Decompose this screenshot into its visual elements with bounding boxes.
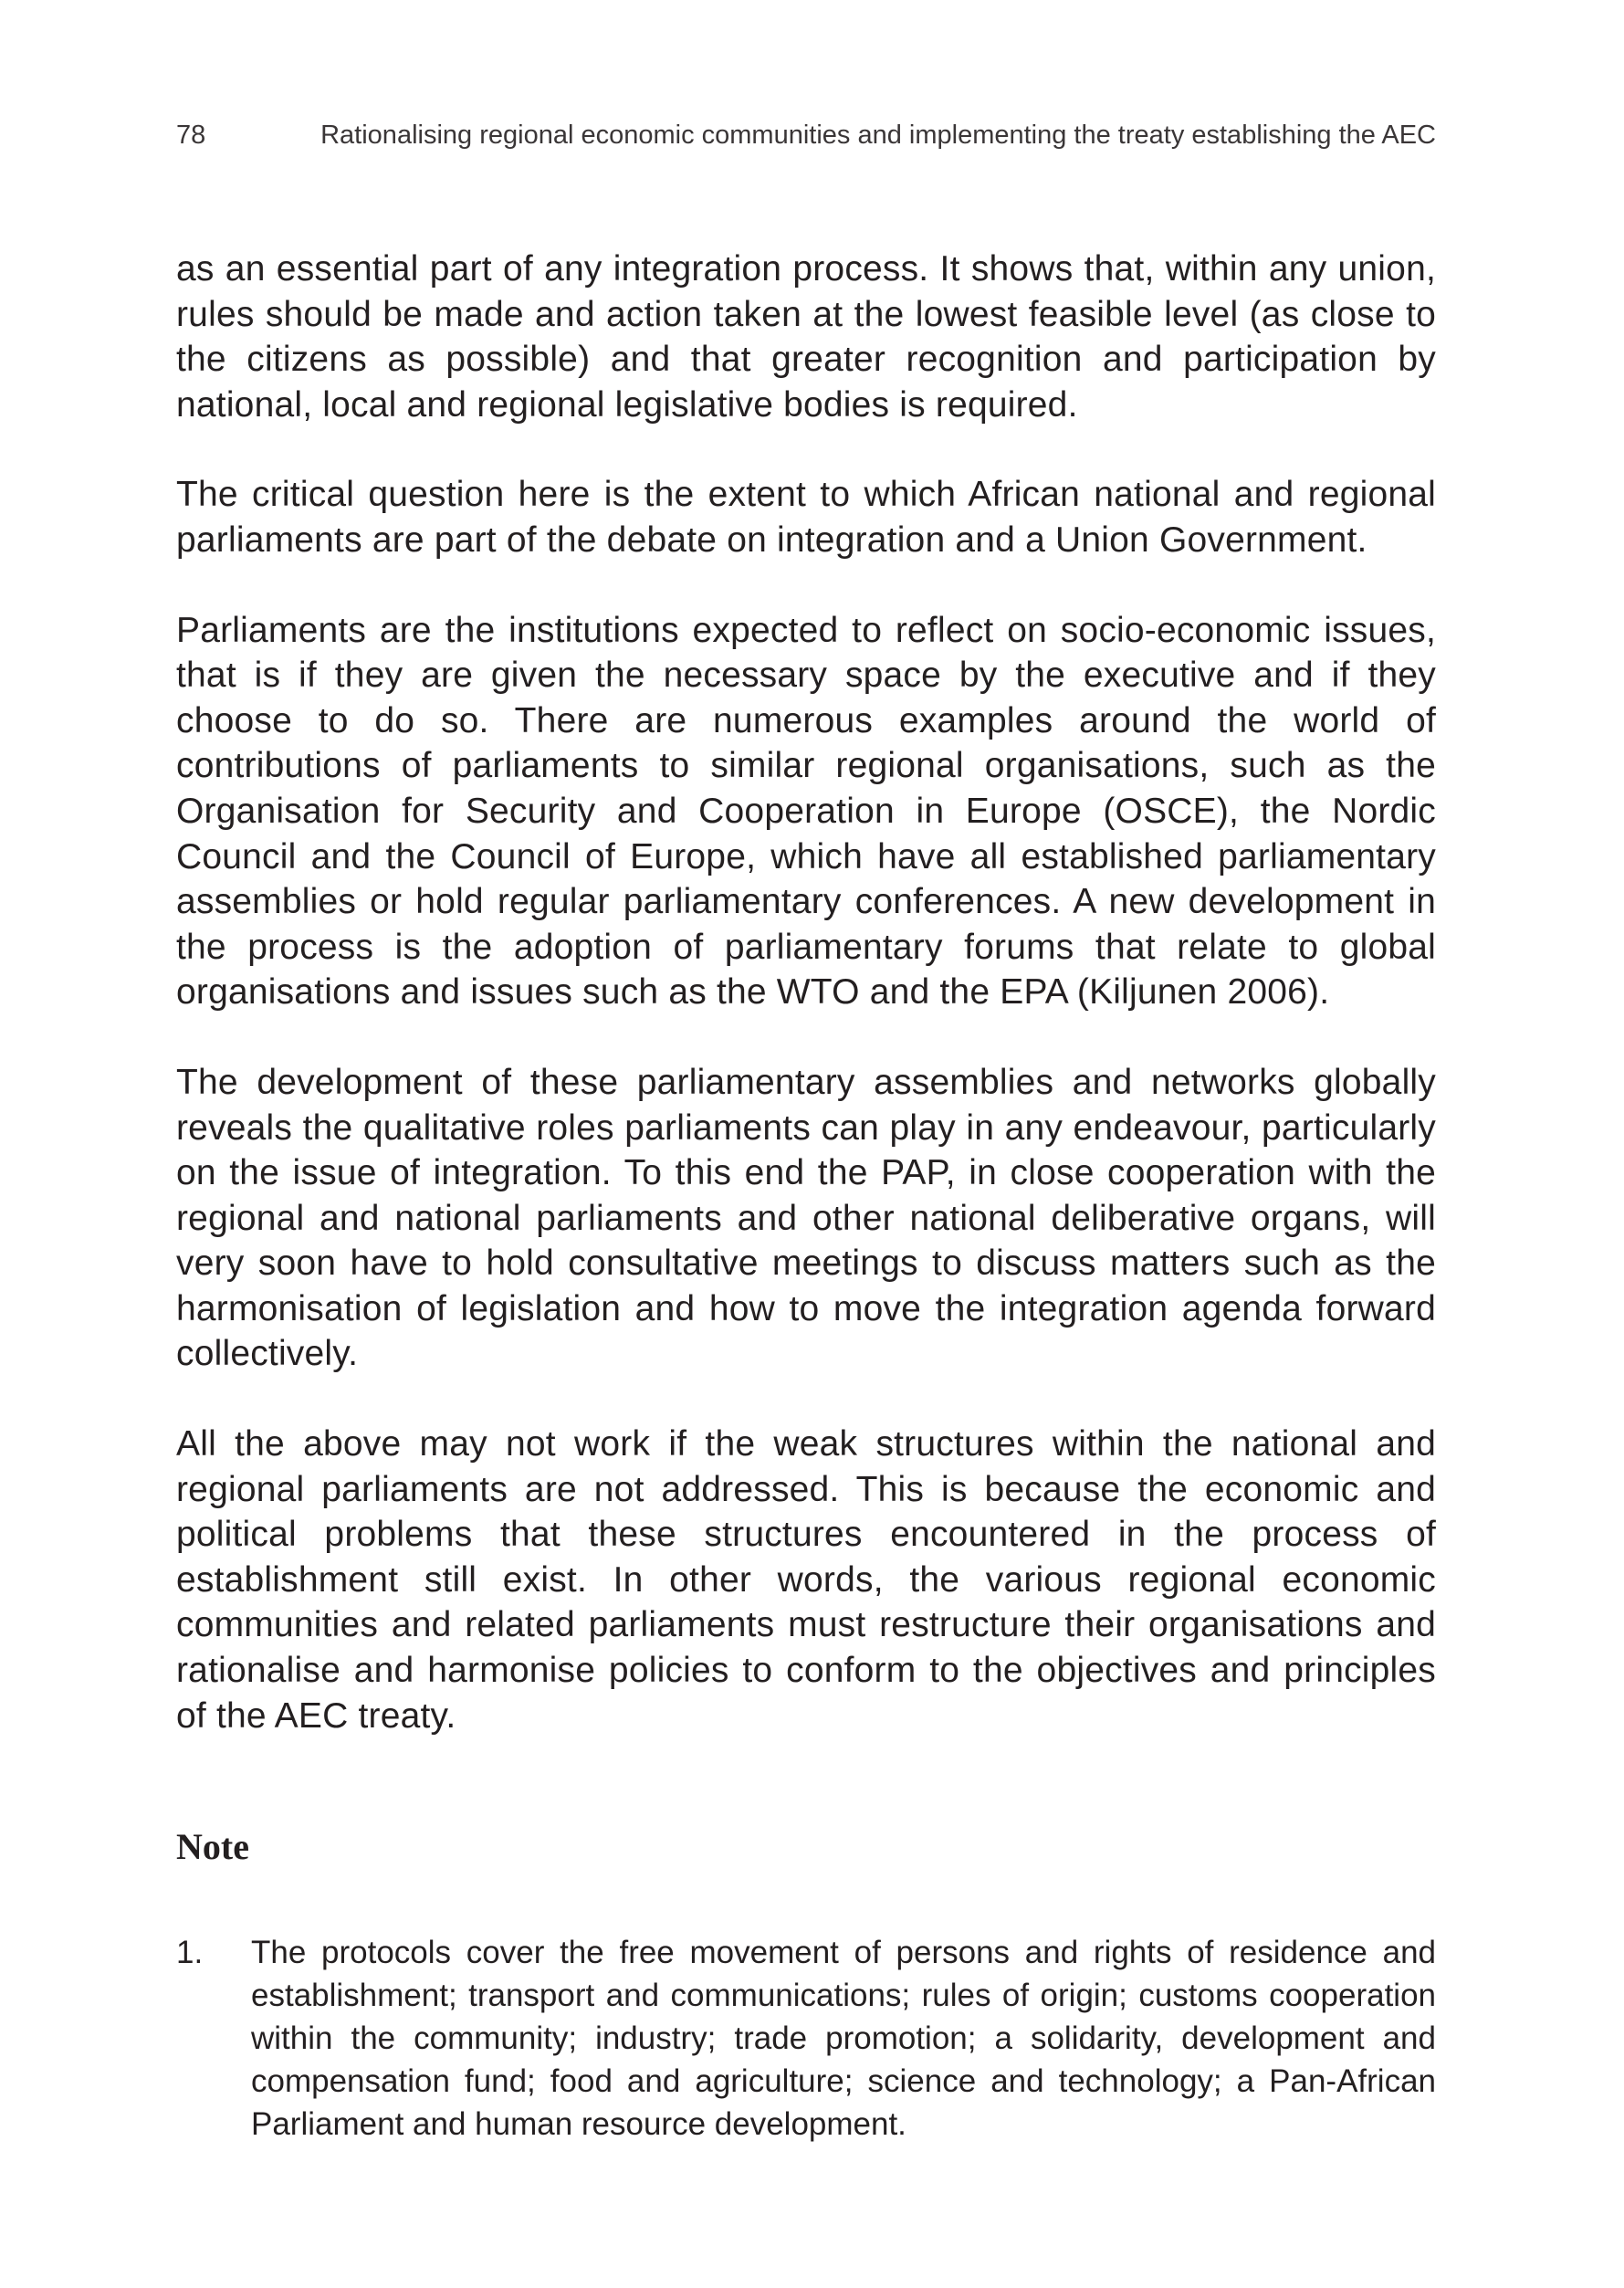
paragraph: The development of these parliamentary assemblies and networks globally reveals the qualitative roles parliaments can play in any endeavour, particularly on the issue of integration. To this end the PAP, in close cooperation with the regional and national parliaments and other national deliberative organs, will very soon have to hold consultative meetings to discuss matters such as the harmonisation of legislation and how to move the integration agenda forward collectively. — [176, 1062, 1436, 1374]
note-heading: Note — [176, 1826, 249, 1867]
paragraph: Parliaments are the institutions expected to reflect on socio-economic issues, that is if they are given the necessary space by the executive and if they choose to do so. There are numerous examples around the world of contributions of parliaments to similar regional organisations, such as the Organisation for Security and Cooperation in Europe (OSCE), the Nordic Council and the Council of Europe, which have all established parliamentary assemblies or hold regular parliamentary conferences. A new development in the process is the adoption of parliamentary forums that relate to global organisations and issues such as the WTO and the EPA (Kiljunen 2006). — [176, 610, 1436, 1013]
notes-list — [176, 1931, 1436, 2146]
paragraph: All the above may not work if the weak structures within the national and regional parliaments are not addressed. This is because the economic and political problems that these structures encountered in the process of establishment still exist. In other words, the various regional economic communities and related parliaments must restructure their organisations and rationalise and harmonise policies to conform to the objectives and principles of the AEC treaty. — [176, 1424, 1436, 1736]
paragraph: The critical question here is the extent to which African national and regional parliaments are part of the debate on integration and a Union Government. — [176, 475, 1436, 560]
note-text: The protocols cover the free movement of persons and rights of residence and establishment; transport and communications; rules of origin; customs cooperation within the community; industry; trade promotion; a solidarity, development and compensation fund; food and agriculture; science and technology; a Pan-African Parliament and human resource development. — [251, 1935, 1436, 2142]
body-text — [176, 247, 1436, 1783]
running-title: Rationalising regional economic communities and implementing the treaty establishing the AEC — [320, 121, 1436, 150]
note-number: 1. — [176, 1935, 204, 1970]
running-header — [176, 117, 1436, 153]
note-item — [176, 1931, 1436, 2146]
paragraph: as an essential part of any integration process. It shows that, within any union, rules should be made and action taken at the lowest feasible level (as close to the citizens as possible) and that greater recognition and participation by national, local and regional legislative bodies is required. — [176, 249, 1436, 425]
page-number: 78 — [176, 121, 206, 150]
